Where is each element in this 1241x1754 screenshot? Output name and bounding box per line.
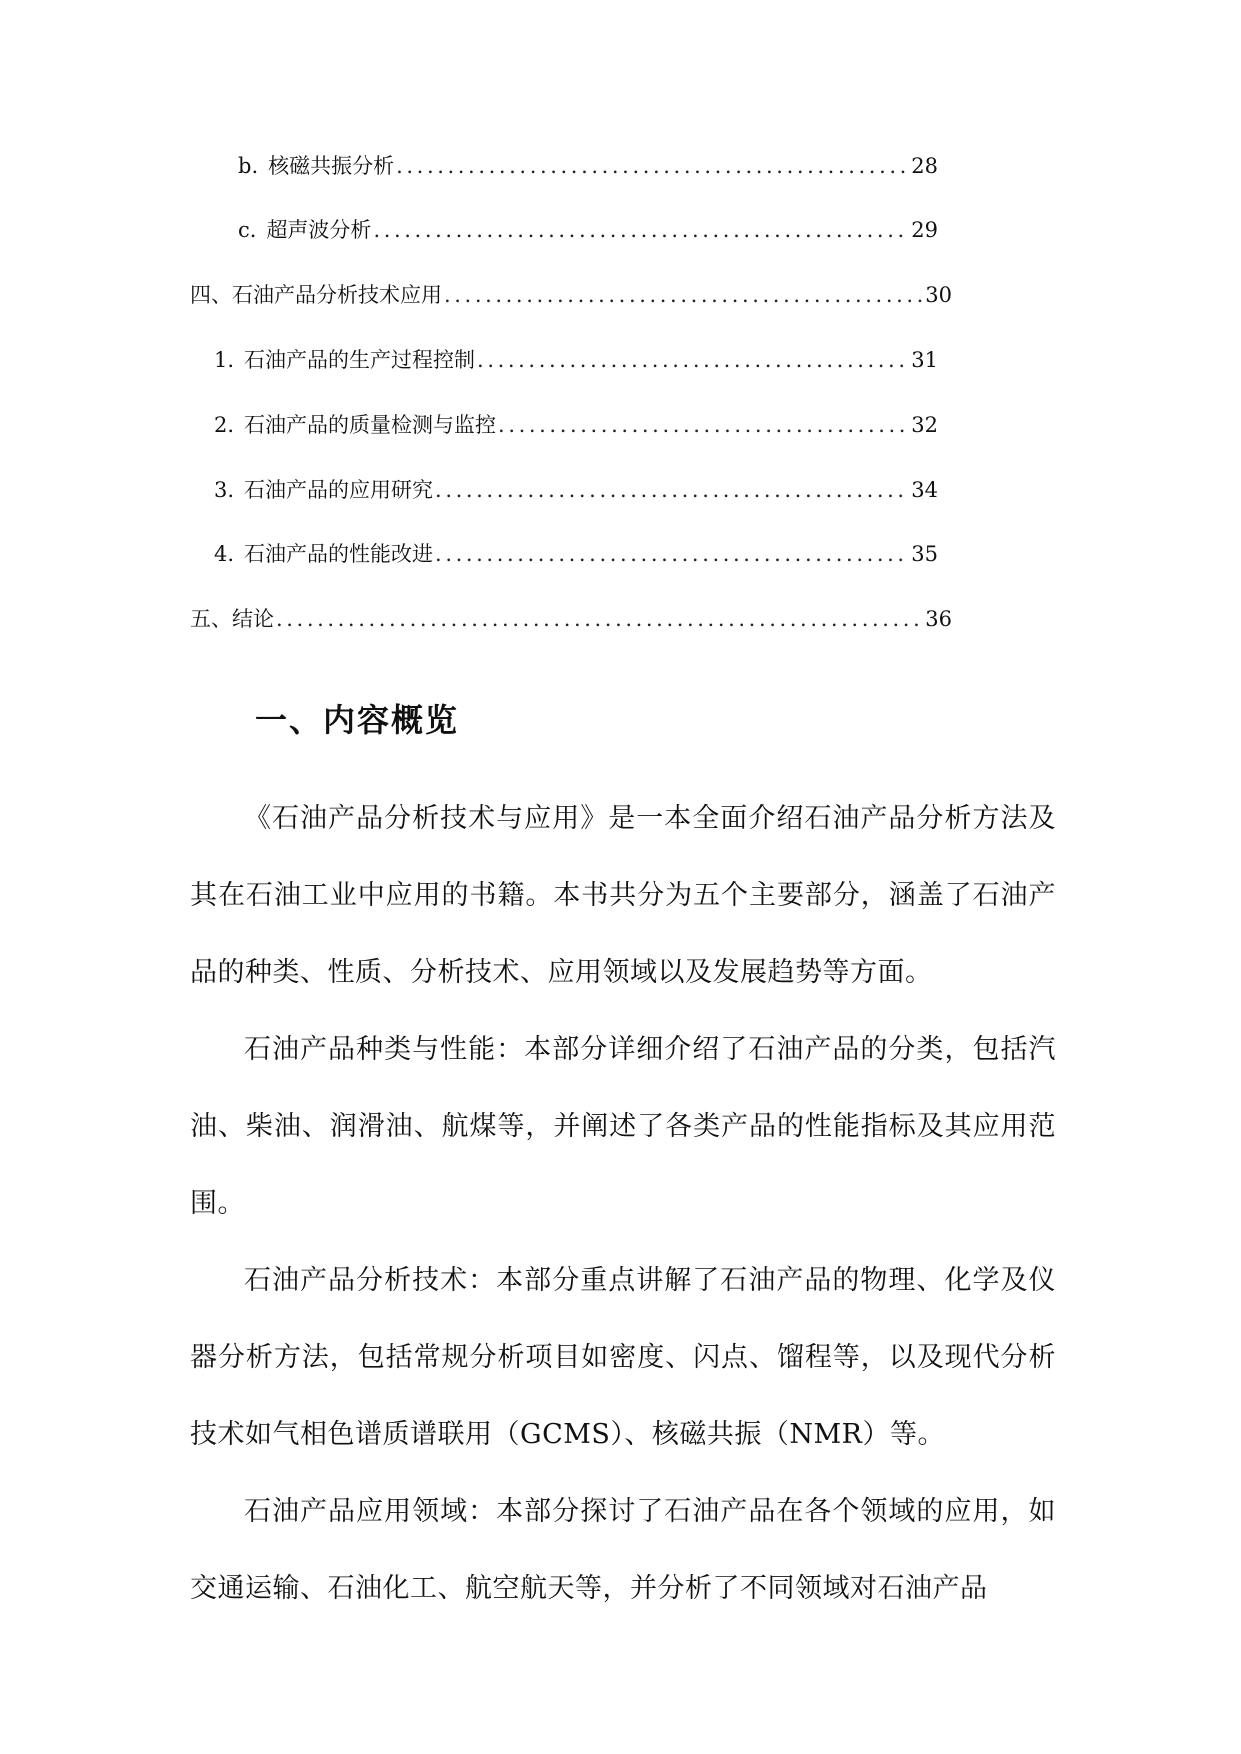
toc-entry-marker: c. (238, 218, 257, 242)
toc-entry-page: 31 (911, 348, 938, 372)
toc-entry[interactable] (214, 344, 938, 376)
section-body (190, 780, 1056, 1627)
toc-leader-dots (435, 538, 909, 570)
body-paragraph: 石油产品应用领域：本部分探讨了石油产品在各个领域的应用，如交通运输、石油化工、航空航天等，并分析了不同领域对石油产品 (190, 1496, 1056, 1604)
toc-entry-marker: 3. (214, 478, 235, 502)
toc-entry-marker: 4. (214, 542, 235, 566)
toc-entry-label: 五、结论 (190, 607, 274, 631)
toc-entry-page: 34 (911, 478, 938, 502)
toc-entry[interactable] (214, 474, 938, 506)
toc-leader-dots (498, 409, 909, 441)
toc-entry[interactable] (238, 150, 938, 182)
toc-entry[interactable] (190, 279, 952, 311)
toc-leader-dots (444, 279, 923, 311)
section-heading: 一、内容概览 (255, 701, 460, 739)
toc-leader-dots (396, 150, 909, 182)
toc-entry-label: 石油产品的质量检测与监控 (244, 413, 497, 437)
body-paragraph: 石油产品分析技术：本部分重点讲解了石油产品的物理、化学及仪器分析方法，包括常规分析项目如密度、闪点、馏程等，以及现代分析技术如气相色谱质谱联用（GCMS）、核磁共振（NMR）等。 (190, 1265, 1056, 1450)
toc-leader-dots (373, 214, 909, 246)
body-paragraph: 《石油产品分析技术与应用》是一本全面介绍石油产品分析方法及其在石油工业中应用的书籍。本书共分为五个主要部分，涵盖了石油产品的种类、性质、分析技术、应用领域以及发展趋势等方面。 (190, 803, 1056, 988)
toc-entry-label: 四、石油产品分析技术应用 (190, 283, 442, 307)
toc-entry-page: 36 (925, 607, 952, 631)
toc-entry-label: 石油产品的应用研究 (244, 478, 434, 502)
toc-entry[interactable] (190, 603, 952, 635)
toc-entry-label: 石油产品的性能改进 (244, 542, 434, 566)
toc-entry-label: 石油产品的生产过程控制 (244, 348, 476, 372)
toc-leader-dots (435, 474, 909, 506)
body-paragraph: 石油产品种类与性能：本部分详细介绍了石油产品的分类，包括汽油、柴油、润滑油、航煤等，并阐述了各类产品的性能指标及其应用范围。 (190, 1034, 1056, 1219)
toc-entry[interactable] (238, 214, 938, 246)
toc-entry-label: 核磁共振分析 (268, 154, 395, 178)
toc-entry-label: 超声波分析 (266, 218, 372, 242)
toc-entry-page: 28 (911, 154, 938, 178)
toc-leader-dots (477, 344, 909, 376)
toc-entry-page: 29 (911, 218, 938, 242)
toc-entry-marker: b. (238, 154, 259, 178)
toc-entry[interactable] (214, 409, 938, 441)
toc-entry-marker: 1. (214, 348, 235, 372)
toc-entry[interactable] (214, 538, 938, 570)
toc-entry-page: 35 (911, 542, 938, 566)
toc-entry-page: 30 (925, 283, 952, 307)
toc-entry-marker: 2. (214, 413, 235, 437)
toc-leader-dots (276, 603, 923, 635)
toc-entry-page: 32 (911, 413, 938, 437)
